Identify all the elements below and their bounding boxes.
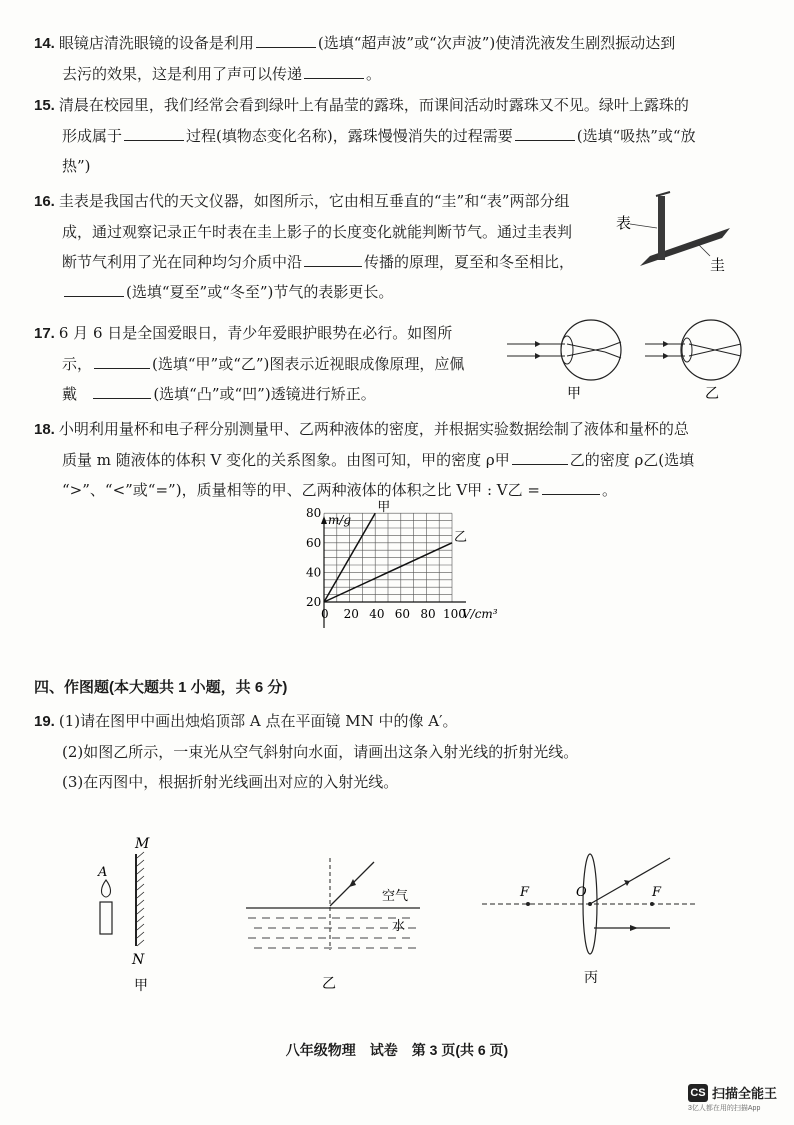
x-tick-label: 0 [321,607,329,621]
label-M: M [135,836,150,852]
question-text: 清晨在校园里，我们经常会看到绿叶上有晶莹的露珠，而课间活动时露珠又不见。绿叶上露珠的 [58,96,689,114]
x-tick-label: 40 [369,607,385,621]
focal-point-right [650,902,654,906]
question-text: (选填“夏至”或“冬至”)节气的表影更长。 [126,283,394,301]
y-tick-label: 80 [306,506,322,521]
question-text: 。 [366,65,382,83]
caption-yi: 乙 [322,976,336,992]
y-tick-label: 20 [306,595,322,609]
question-text: 传播的原理，夏至和冬至相比， [364,253,575,271]
question-text: 热”) [62,157,91,175]
question-number: 15. [34,97,55,114]
label-F-right: F [652,885,662,900]
question-text: 戴 [62,385,78,403]
question-text: 断节气利用了光在同种均匀介质中沿 [62,253,303,271]
label-yi: 乙 [705,386,719,402]
eye-diagrams [505,318,765,406]
x-tick-label: 20 [343,607,359,621]
label-jia: 甲 [567,386,581,402]
eye-jia [507,320,621,402]
mass-volume-chart [296,500,516,668]
caption-jia: 甲 [134,978,148,994]
section-heading: 四、作图题(本大题共 1 小题，共 6 分) [34,679,288,696]
question-text: 去污的效果，这是利用了声可以传递 [62,65,303,83]
label-A: A [98,865,108,880]
question-text: 6 月 6 日是全国爱眼日，青少年爱眼护眼势在必行。如图所 [58,324,453,342]
question-17 [34,318,464,409]
series-label: 甲 [377,500,391,516]
x-tick-label: 60 [394,607,411,621]
scanner-name: 扫描全能王 [712,1086,778,1101]
question-text: (选填“凸”或“凹”)透镜进行矫正。 [153,385,376,403]
answer-blank[interactable] [124,124,184,141]
figure-yi-refraction [240,850,430,995]
label-F-left: F [520,885,530,900]
answer-blank[interactable] [542,478,600,495]
question-text: (选填“吸热”或“放 [576,127,696,145]
y-axis-label: m/g [328,513,352,527]
answer-blank[interactable] [64,280,124,297]
question-text: (3)在丙图中，根据折射光线画出对应的入射光线。 [62,773,399,791]
label-gui: 圭 [710,256,726,274]
scanner-logo: CS [688,1084,708,1102]
question-text: (选填“甲”或“乙”)图表示近视眼成像原理，应佩 [152,355,465,373]
question-text: 小明利用量杯和电子秤分别测量甲、乙两种液体的密度，并根据实验数据绘制了液体和量杯的总 [58,420,689,438]
question-text: 乙的密度 ρ乙(选填 [569,451,695,469]
biao-pole [658,196,665,260]
candle [100,902,112,934]
x-tick-label: 80 [420,607,436,621]
scanner-watermark [688,1083,777,1113]
eye-yi [645,320,741,402]
question-text: 过程(填物态变化名称)，露珠慢慢消失的过程需要 [186,127,513,145]
answer-blank[interactable] [515,124,575,141]
answer-blank[interactable] [256,31,316,48]
label-O: O [576,885,587,900]
gnomon-figure [610,188,740,283]
answer-blank[interactable] [512,448,568,465]
question-number: 16. [34,193,55,210]
page-footer: 八年级物理 试卷 第 3 页(共 6 页) [285,1042,509,1058]
label-biao: 表 [616,214,632,232]
x-axis-label: V/cm³ [462,607,498,621]
question-number: 14. [34,35,55,52]
question-text: 。 [601,481,617,499]
question-text: 成，通过观察记录正午时表在圭上影子的长度变化就能判断节气。通过圭表判 [62,223,573,241]
question-text: 形成属于 [62,127,123,145]
question-text: (2)如图乙所示，一束光从空气斜射向水面，请画出这条入射光线的折射光线。 [62,743,579,761]
candle-flame [102,880,111,897]
question-14 [34,28,675,89]
question-text: (选填“超声波”或“次声波”)使清洗液发生剧烈振动达到 [317,34,676,52]
y-tick-label: 60 [306,535,322,550]
figure-bing-lens [480,840,700,990]
label-N: N [132,952,145,968]
x-tick-label: 100 [443,607,466,621]
question-15 [34,90,696,181]
caption-bing: 丙 [584,970,598,986]
scanner-tagline: 3亿人都在用的扫描App [688,1105,761,1112]
question-number: 19. [34,713,55,730]
y-axis-arrow [321,516,327,524]
question-text: 圭表是我国古代的天文仪器，如图所示，它由相互垂直的“圭”和“表”两部分组 [58,192,570,210]
label-air: 空气 [382,889,409,904]
y-tick-label: 40 [306,565,322,580]
question-16 [34,186,574,307]
question-text: “>”、“<”或“=”)，质量相等的甲、乙两种液体的体积之比 V甲 : V乙 = [62,481,540,499]
question-19 [34,706,578,797]
question-number: 18. [34,421,55,438]
answer-blank[interactable] [94,352,150,369]
question-18 [34,414,694,505]
series-label: 乙 [454,529,468,545]
question-number: 17. [34,325,55,342]
label-water: 水 [392,919,406,934]
question-text: 质量 m 随液体的体积 V 变化的关系图象。由图可知，甲的密度 ρ甲 [62,451,510,469]
answer-blank[interactable] [304,62,364,79]
question-text: 示， [62,355,93,373]
figure-jia-mirror [80,830,170,1000]
answer-blank[interactable] [304,250,362,267]
focal-point-left [526,902,530,906]
question-text: 眼镜店清洗眼镜的设备是利用 [58,34,254,52]
answer-blank[interactable] [93,382,151,399]
question-text: (1)请在图甲中画出烛焰顶部 A 点在平面镜 MN 中的像 A′。 [58,712,458,730]
